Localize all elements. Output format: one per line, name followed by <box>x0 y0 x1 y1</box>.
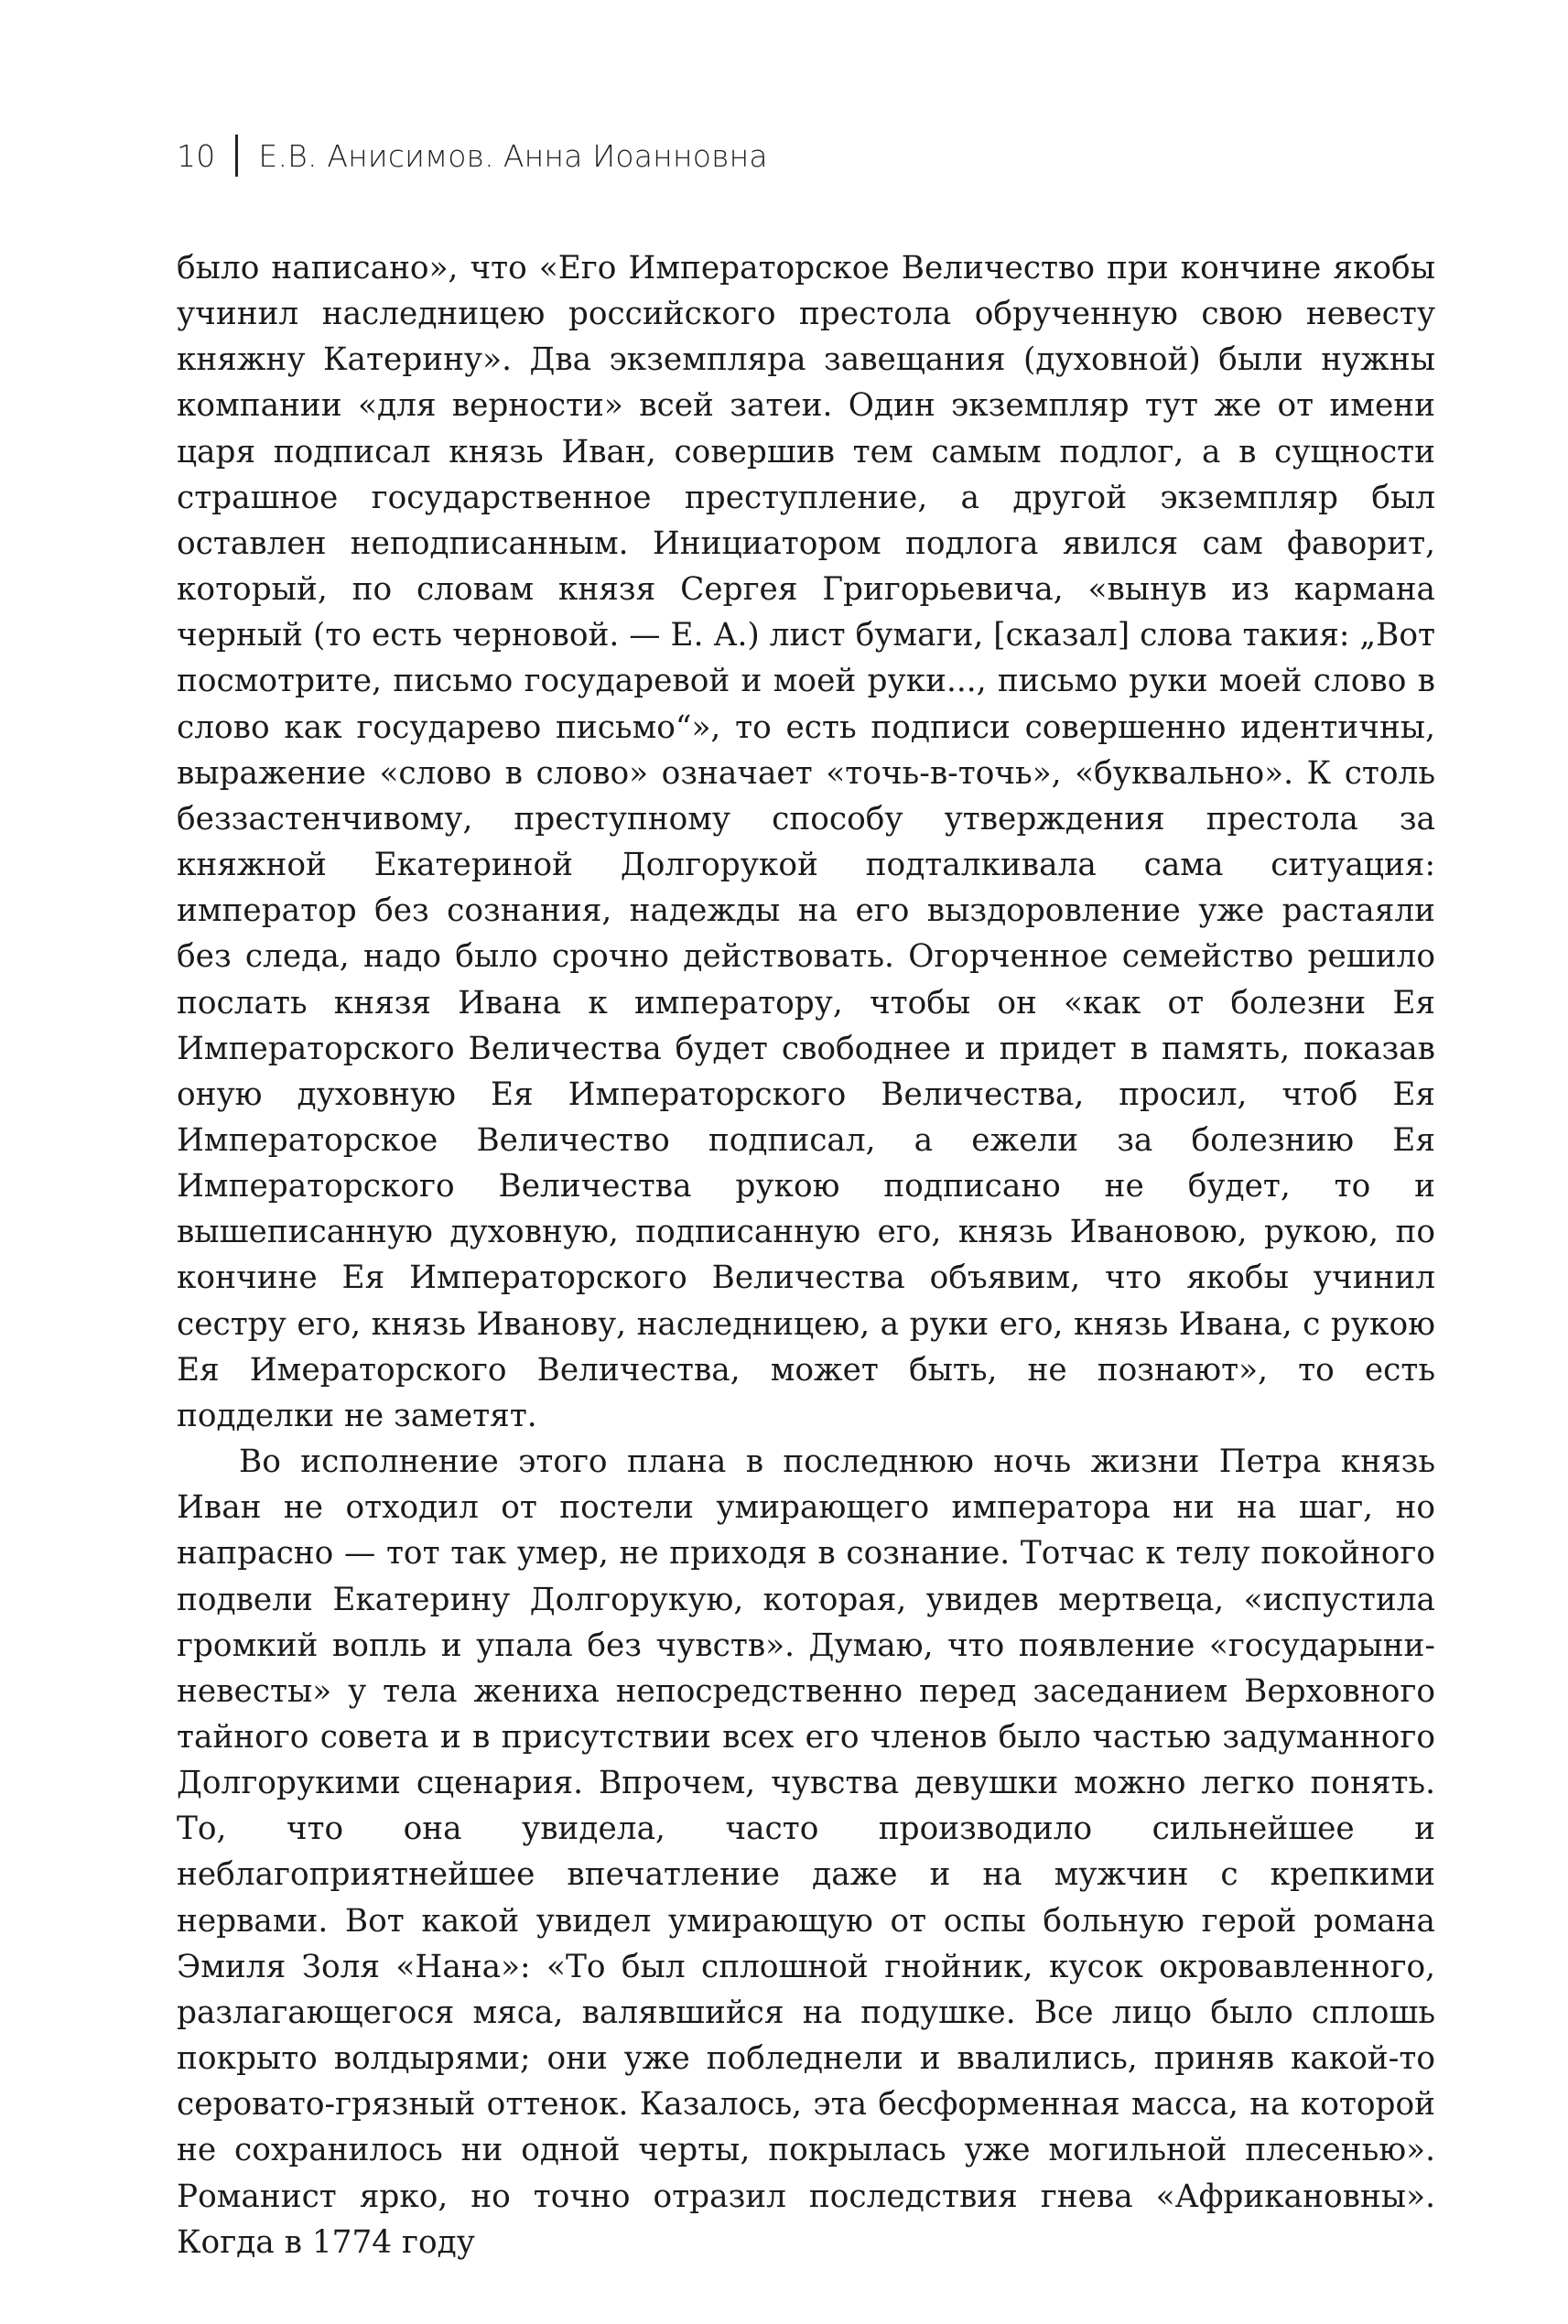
page-number: 10 <box>177 137 216 174</box>
paragraph-continued: было написано», что «Его Императорское Величество при кончине якобы учинил наследницею российского престола обрученную свою невесту княжну Катерину». Два экземпляра завещания (духовной) были нужны компании «для верности» всей затеи. Один экземпляр тут же от имени царя подписал князь Иван, совершив тем самым подлог, а в сущности страшное государственное преступление, а другой экземпляр был оставлен неподписанным. Инициатором подлога явился сам фаворит, который, по словам князя Сергея Григорьевича, «вынув из кармана черный (то есть черновой. — Е. А.) лист бумаги, [сказал] слова такия: „Вот посмотрите, письмо государевой и моей руки..., письмо руки моей слово в слово как государево письмо“», то есть подписи совершенно идентичны, выражение «слово в слово» означает «точь-в-точь», «буквально». К столь беззастенчивому, преступному способу утверждения престола за княжной Екатериной Долгорукой подталкивала сама ситуация: император без сознания, надежды на его выздоровление уже растаяли без следа, надо было срочно действовать. Огорченное семейство решило послать князя Ивана к императору, чтобы он «как от болезни Ея Императорского Величества будет свободнее и придет в память, показав оную духовную Ея Императорского Величества, просил, чтоб Ея Императорское Величество подписал, а ежели за болезнию Ея Императорского Величества рукою подписано не будет, то и вышеписанную духовную, подписанную его, князь Ивановою, рукою, по кончине Ея Императорского Величества объявим, что якобы учинил сестру его, князь Иванову, наследницею, а руки его, князь Ивана, с рукою Ея Имераторского Величества, может быть, не познают», то есть подделки не заметят. <box>177 250 1435 1434</box>
body-text <box>177 245 1435 2265</box>
header-book-title: Анна Иоанновна <box>503 137 768 174</box>
header-author: Е.В. Анисимов. <box>258 137 494 174</box>
paragraph: Во исполнение этого плана в последнюю ночь жизни Петра князь Иван не отходил от постели умирающего императора ни на шаг, но напрасно — тот так умер, не приходя в сознание. Тотчас к телу покойного подвели Екатерину Долгорукую, которая, увидев мертвеца, «испустила громкий вопль и упала без чувств». Думаю, что появление «государыни-невесты» у тела жениха непосредственно перед заседанием Верховного тайного совета и в присутствии всех его членов было частью задуманного Долгорукими сценария. Впрочем, чувства девушки можно легко понять. То, что она увидела, часто производило сильнейшее и неблагоприятнейшее впечатление даже и на мужчин с крепкими нервами. Вот какой увидел умирающую от оспы больную герой романа Эмиля Золя «Нана»: «То был сплошной гнойник, кусок окровавленного, разлагающегося мяса, валявшийся на подушке. Все лицо было сплошь покрыто волдырями; они уже побледнели и ввалились, приняв какой-то серовато-грязный оттенок. Казалось, эта бесформенная масса, на которой не сохранилось ни одной черты, покрылась уже могильной плесенью». Романист ярко, но точно отразил последствия гнева «Африкановны». Когда в 1774 году <box>177 1443 1435 2261</box>
running-head <box>177 128 768 183</box>
header-divider <box>235 135 238 177</box>
